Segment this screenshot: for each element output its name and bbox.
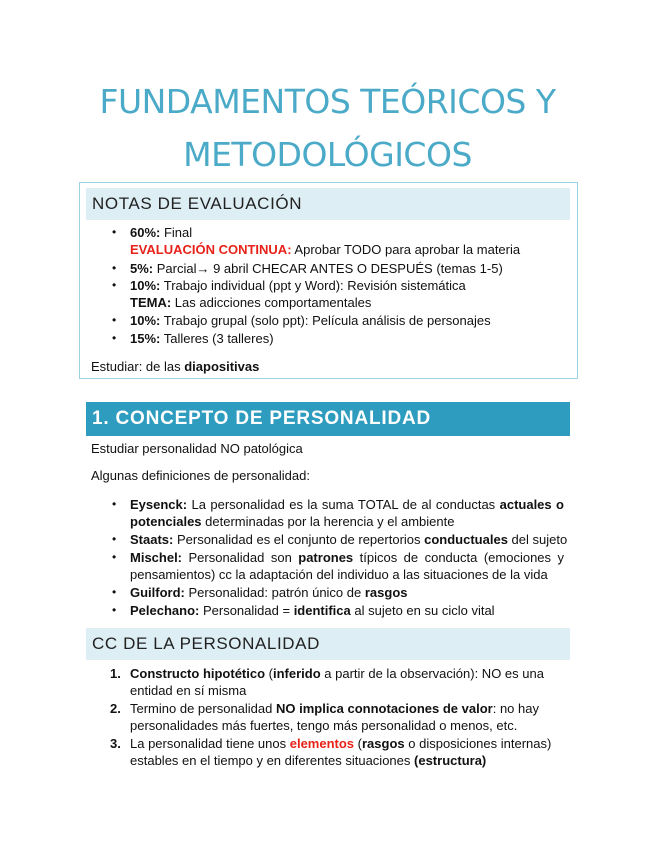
notas-heading: NOTAS DE EVALUACIÓN (86, 188, 570, 220)
cc-item-2-line-1: Termino de personalidad NO implica connotaciones de valor: no hay (130, 701, 539, 716)
notas-item-1: 60%: Final (130, 225, 193, 240)
notas-item-3: 10%: Trabajo individual (ppt y Word): Revisión sistemática (130, 278, 466, 293)
def-eysenck-line-1: Eysenck: La personalidad es la suma TOTAL de al conductas actuales o (130, 497, 564, 512)
bullet: • (112, 532, 117, 546)
notas-study-note: Estudiar: de las diapositivas (91, 359, 260, 374)
cc-item-number: 2. (110, 701, 121, 716)
page-title-line-1: FUNDAMENTOS TEÓRICOS Y (99, 82, 556, 121)
bullet: • (112, 497, 117, 511)
notas-item-1-sub: EVALUACIÓN CONTINUA: Aprobar TODO para aprobar la materia (130, 242, 521, 257)
bullet: • (112, 331, 117, 345)
cc-item-1-line-1: Constructo hipotético (inferido a partir de la observación): NO es una (130, 666, 544, 681)
notas-item-2: 5%: Parcial→ 9 abril CHECAR ANTES O DESPUÉS (temas 1-5) (130, 261, 503, 276)
bullet: • (112, 225, 117, 239)
cc-item-3-line-1: La personalidad tiene unos elementos (rasgos o disposiciones internas) (130, 736, 552, 751)
concepto-paragraph-2: Algunas definiciones de personalidad: (91, 468, 310, 483)
cc-item-1-line-2: entidad en sí misma (130, 683, 247, 698)
section-heading-concepto: 1. CONCEPTO DE PERSONALIDAD (86, 402, 570, 436)
bullet: • (112, 313, 117, 327)
def-pelechano: Pelechano: Personalidad = identifica al sujeto en su ciclo vital (130, 603, 495, 618)
page-title-line-2: METODOLÓGICOS (183, 135, 472, 174)
section-heading-cc: CC DE LA PERSONALIDAD (86, 628, 570, 660)
bullet: • (112, 603, 117, 617)
def-mischel-line-2: pensamientos) cc la adaptación del individuo a las situaciones de la vida (130, 567, 548, 582)
cc-item-3-line-2: estables en el tiempo y en diferentes situaciones (estructura) (130, 753, 487, 768)
bullet: • (112, 585, 117, 599)
def-staats: Staats: Personalidad es el conjunto de repertorios conductuales del sujeto (130, 532, 568, 547)
bullet: • (112, 550, 117, 564)
cc-item-2-line-2: personalidades más fuertes, tengo más personalidad o menos, etc. (130, 718, 518, 733)
cc-item-number: 1. (110, 666, 121, 681)
def-eysenck-line-2: potenciales determinadas por la herencia y el ambiente (130, 514, 455, 529)
bullet: • (112, 261, 117, 275)
cc-item-number: 3. (110, 736, 121, 751)
def-guilford: Guilford: Personalidad: patrón único de rasgos (130, 585, 408, 600)
notas-item-4: 10%: Trabajo grupal (solo ppt): Película análisis de personajes (130, 313, 491, 328)
bullet: • (112, 278, 117, 292)
concepto-paragraph-1: Estudiar personalidad NO patológica (91, 441, 303, 456)
notas-item-3-sub: TEMA: Las adicciones comportamentales (130, 295, 372, 310)
notas-item-5: 15%: Talleres (3 talleres) (130, 331, 274, 346)
def-mischel-line-1: Mischel: Personalidad son patrones típicos de conducta (emociones y (130, 550, 564, 565)
